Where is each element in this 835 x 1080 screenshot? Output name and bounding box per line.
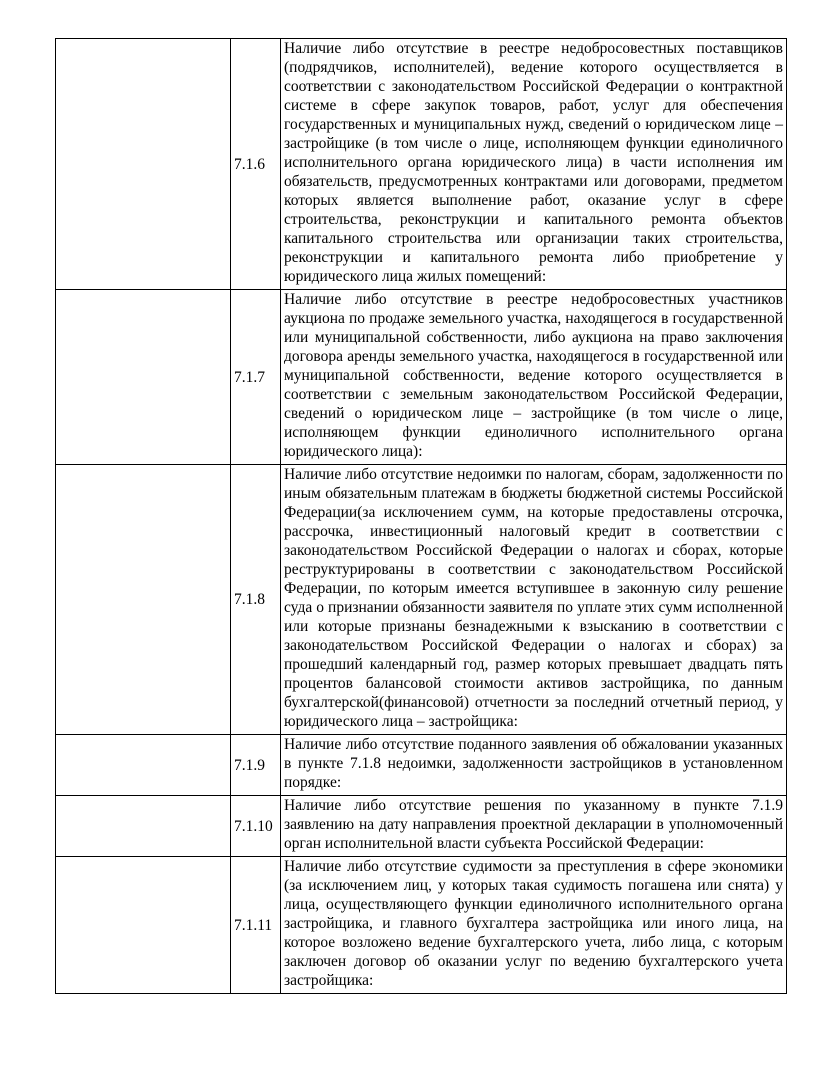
item-number: 7.1.10 <box>231 796 281 857</box>
declaration-table <box>55 38 787 994</box>
table-row <box>56 796 787 857</box>
table-row <box>56 465 787 735</box>
item-number: 7.1.8 <box>231 465 281 735</box>
table-row <box>56 735 787 796</box>
table-row <box>56 857 787 994</box>
item-number: 7.1.6 <box>231 39 281 290</box>
item-text: Наличие либо отсутствие недоимки по налогам, сборам, задолженности по иным обязательным платежам в бюджеты бюджетной системы Российской Федерации(за исключением сумм, на которые предоставлены отсрочка, рассрочка, инвестиционный налоговый кредит в соответствии с законодательством Российской Федерации о налогах и сборах, которые реструктурированы в соответствии с законодательством Российской Федерации, по которым имеется вступившее в законную силу решение суда о признании обязанности заявителя по уплате этих сумм исполненной или которые признаны безнадежными к взысканию в соответствии с законодательством Российской Федерации о налогах и сборах) за прошедший календарный год, размер которых превышает двадцать пять процентов балансовой стоимости активов застройщика, по данным бухгалтерской(финансовой) отчетности за последний отчетный период, у юридического лица – застройщика: <box>281 465 787 735</box>
empty-cell <box>56 39 231 290</box>
item-text: Наличие либо отсутствие в реестре недобросовестных участников аукциона по продаже земельного участка, находящегося в государственной или муниципальной собственности, либо аукциона на право заключения договора аренды земельного участка, находящегося в государственной или муниципальной собственности, ведение которого осуществляется в соответствии с земельным законодательством Российской Федерации, сведений о юридическом лице – застройщике (в том числе о лице, исполняющем функции единоличного исполнительного органа юридического лица): <box>281 290 787 465</box>
empty-cell <box>56 735 231 796</box>
item-text: Наличие либо отсутствие поданного заявления об обжаловании указанных в пункте 7.1.8 недоимки, задолженности застройщиков в установленном порядке: <box>281 735 787 796</box>
item-number: 7.1.7 <box>231 290 281 465</box>
item-text: Наличие либо отсутствие решения по указанному в пункте 7.1.9 заявлению на дату направления проектной декларации в уполномоченный орган исполнительной власти субъекта Российской Федерации: <box>281 796 787 857</box>
item-number: 7.1.11 <box>231 857 281 994</box>
empty-cell <box>56 796 231 857</box>
item-text: Наличие либо отсутствие в реестре недобросовестных поставщиков (подрядчиков, исполнителей), ведение которого осуществляется в соответствии с законодательством Российской Федерации о контрактной системе в сфере закупок товаров, работ, услуг для обеспечения государственных и муниципальных нужд, сведений о юридическом лице –застройщике (в том числе о лице, исполняющем функции единоличного исполнительного органа юридического лица) в части исполнения им обязательств, предусмотренных контрактами или договорами, предметом которых является выполнение работ, оказание услуг в сфере строительства, реконструкции и капитального ремонта объектов капитального строительства или организации таких строительства, реконструкции и капитального ремонта либо приобретение у юридического лица жилых помещений: <box>281 39 787 290</box>
item-number: 7.1.9 <box>231 735 281 796</box>
empty-cell <box>56 290 231 465</box>
table-row <box>56 290 787 465</box>
item-text: Наличие либо отсутствие судимости за преступления в сфере экономики (за исключением лиц, у которых такая судимость погашена или снята) у лица, осуществляющего функции единоличного исполнительного органа застройщика, и главного бухгалтера застройщика или иного лица, на которое возложено ведение бухгалтерского учета, либо лица, с которым заключен договор об оказании услуг по ведению бухгалтерского учета застройщика: <box>281 857 787 994</box>
table-row <box>56 39 787 290</box>
empty-cell <box>56 465 231 735</box>
empty-cell <box>56 857 231 994</box>
